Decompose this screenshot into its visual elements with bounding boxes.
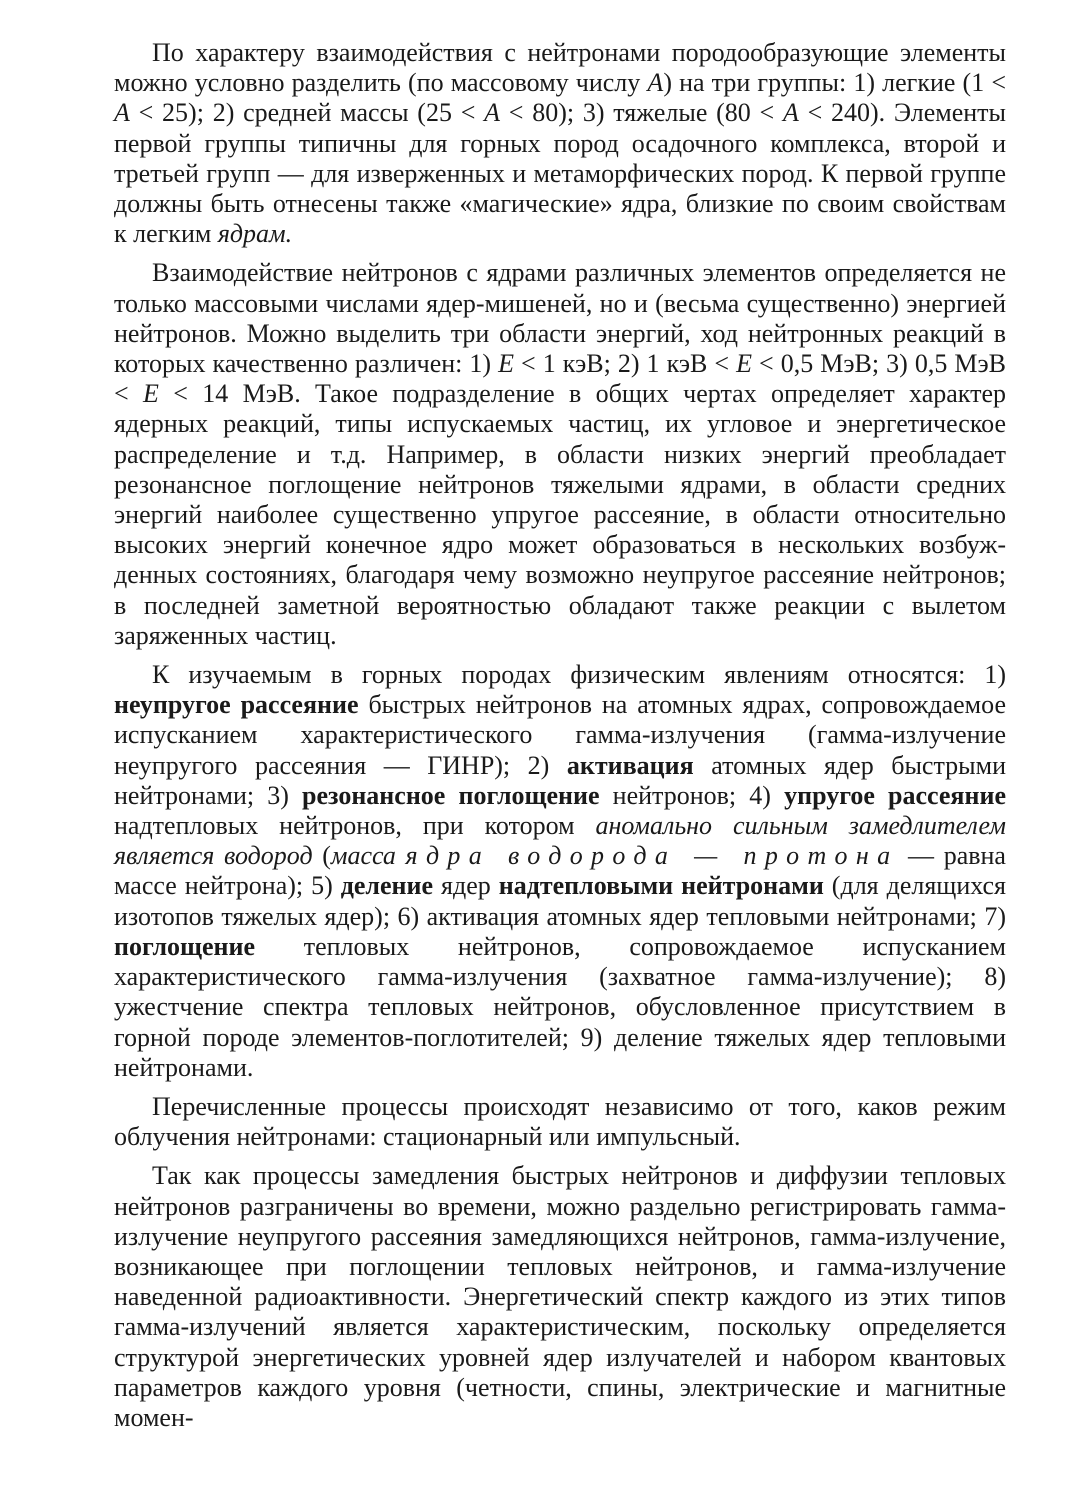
text-run: атомных ядер быстрыми нейтронами; 3) <box>114 750 1006 810</box>
text-run: надтепловых нейтронов, при котором <box>114 811 596 841</box>
paragraph-neutron-groups <box>114 38 1006 249</box>
text-run: < 1 кэВ; 2) 1 кэВ < <box>514 349 737 379</box>
bold-term: надтепловыми нейтронами <box>498 871 824 901</box>
text-run: тепловых нейтронов, сопровождаемое испусканием характеристического гамма-излучения (захватное гамма-излучение); 8) ужестчение спектра тепловых нейтронов, обусловленное присутствием в горной породе элементов-поглотителей; 9) деление тяжелых ядер тепловыми нейтронами. <box>114 931 1006 1082</box>
italic-text: E <box>498 349 515 379</box>
italic-text: E <box>143 379 159 409</box>
paragraph-irradiation-mode <box>114 1092 1006 1152</box>
italic-text: масса <box>330 841 406 871</box>
text-run: (для делящихся изотопов тяжелых ядер); 6) активация атомных ядер тепловыми нейтронами; 7) <box>114 871 1006 931</box>
italic-text: ядрам. <box>217 219 293 249</box>
italic-text: A <box>782 98 799 128</box>
italic-text: A <box>647 68 664 98</box>
text-run: быстрых нейтронов на атомных ядрах, сопровождаемое испусканием характеристического гамма-излучения (гамма-излучение неупругого рассеяния — ГИНР); 2) <box>114 690 1006 780</box>
bold-term: неупругое рассеяние <box>114 690 359 720</box>
text-run: — равна массе нейтрона); 5) <box>114 841 1006 901</box>
document-page <box>114 38 1006 1442</box>
text-run: < 80); 3) тяжелые (80 < <box>500 98 783 128</box>
bold-term: активация <box>566 750 694 780</box>
text-run: нейтронов; 4) <box>599 780 785 810</box>
italic-text: аномально сильным замедлителем является водород <box>114 811 1006 871</box>
italic-text: ядра водорода — протона <box>405 841 899 871</box>
text-run: ) на три группы: 1) легкие (1 < <box>663 68 1007 98</box>
text-run: Взаимодействие нейтронов с ядрами различных элементов определяется не только массовыми числами ядер-мишеней, но и (весьма существенно) энергией нейтронов. Можно выделить три области энергий, ход нейтронных реакций в которых качественно различен: 1) <box>114 258 1006 379</box>
italic-text: A <box>484 98 501 128</box>
text-run: < 240). Элементы первой группы типичны для горных пород осадочного комплекса, второй и третьей групп — для изверженных и метаморфических пород. К первой группе должны быть отнесены также «магические» ядра, близкие по своим свойствам к легким <box>114 98 1006 249</box>
text-run: По характеру взаимодействия с нейтронами породообразующие элементы можно условно разделить (по массовому числу <box>114 38 1006 98</box>
paragraph-physical-phenomena <box>114 660 1006 1083</box>
paragraph-energy-regions <box>114 258 1006 651</box>
text-run: Перечисленные процессы происходят независимо от того, каков режим облучения нейтронами: стационарный или импульсный. <box>114 1091 1006 1152</box>
bold-term: деление <box>340 871 434 901</box>
text-run: < 25); 2) средней массы (25 < <box>129 98 485 128</box>
bold-term: упругое рассеяние <box>784 780 1006 810</box>
text-run: ядер <box>433 871 499 901</box>
text-run: < 14 МэВ. Такое подразделение в общих чертах определяет характер ядерных реакций, типы испускаемых частиц, их угловое и энергетическое распределение и т.д. Например, в области низких энергий преобладает резонансное поглощение нейтронов тяжелыми ядрами, в области средних энергий наиболее существенно упругое рассеяние, в области относительно высоких энергий конечное ядро может образоваться в нескольких возбужденных состояниях, благодаря чему возможно неупругое рассеяние нейтронов; в последней заметной вероятностью обладают также реакции с вылетом заряженных частиц. <box>114 379 1006 650</box>
text-run: К изучаемым в горных породах физическим явлениям относятся: 1) <box>152 660 1006 690</box>
bold-term: поглощение <box>114 931 256 961</box>
text-run: Так как процессы замедления быстрых нейтронов и диффузии тепловых нейтронов разграничены во времени, можно раздельно регистрировать гамма-излучение неупругого рассеяния замедляющихся нейтронов, гамма-излучение, возникающее при поглощении тепловых нейтронов, и гамма-излучение наведенной радиоактивности. Энергетический спектр каждого из этих типов гамма-излучений является характеристическим, поскольку определяется структурой энергетических уровней ядер излучателей и набором квантовых параметров каждого уровня (четности, спины, электрические и магнитные момен- <box>114 1161 1006 1432</box>
italic-text: E <box>736 349 752 379</box>
text-run: ( <box>312 841 331 871</box>
paragraph-gamma-registration <box>114 1161 1006 1433</box>
text-run: < 0,5 МэВ; 3) 0,5 МэВ < <box>114 349 1007 409</box>
italic-text: A <box>114 98 130 128</box>
bold-term: резонансное поглощение <box>302 780 600 810</box>
